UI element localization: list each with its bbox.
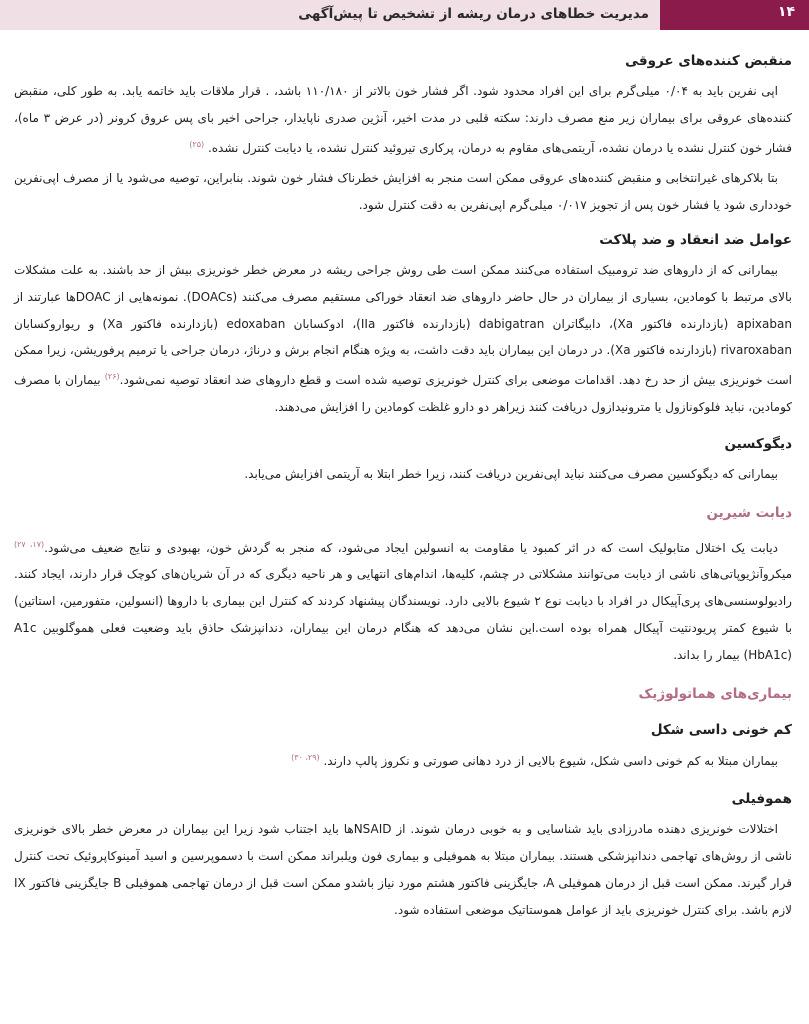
paragraph-diabetes: [14, 532, 792, 669]
citation: (۲۹، ۳۰): [291, 752, 320, 762]
paragraph-text: دیابت یک اختلال متابولیک است که در اثر کمبود یا مقاومت به انسولین ایجاد می‌شود، که منجر به گردش خون، بهبودی و نتایج ضعیف می‌شود.: [44, 540, 778, 555]
heading-digoxin: دیگوکسین: [724, 435, 792, 452]
paragraph-text: اپی نفرین باید به ۰/۰۴ میلی‌گرم برای این افراد محدود شود. اگر فشار خون بالاتر از ۱۱۰/۱۸۰ باشد، . قرار ملاقات باید خاتمه یابد. به طور کلی، منقبض کننده‌های عروقی برای بیماران زیر منع مصرف دارند: سکته قلبی در مدت اخیر، آنژین صدری ناپایدار، جراحی اخیر بای پس عروق کرونر (در عرض ۳ ماه)، فشار خون کنترل نشده یا درمان نشده، آریتمی‌های مقاوم به درمان، پرکاری تیروئید کنترل نشده، یا دیابت کنترل نشده.: [14, 84, 792, 155]
page-header: [0, 0, 809, 30]
citation: (۲۵): [189, 139, 205, 149]
citation: (۱۷، ۲۷): [14, 539, 45, 549]
page-number: ۱۴: [777, 4, 795, 20]
section-heading-diabetes: دیابت شیرین: [706, 504, 792, 521]
section-heading-hematologic: بیماری‌های هماتولوژیک: [638, 685, 792, 702]
paragraph-vasoconstrictors-2: بتا بلاکرهای غیرانتخابی و منقبض کننده‌های عروقی ممکن است منجر به افزایش خطرناک فشار خون شوند. بنابراین، توصیه می‌شود یا از مصرف اپی‌نفرین خودداری شود یا فشار خون پس از تجویز ۰/۰۱۷ میلی‌گرم اپی‌نفرین به دقت کنترل شود.: [14, 171, 792, 213]
heading-anticoagulants: عوامل ضد انعقاد و ضد پلاکت: [599, 231, 792, 248]
heading-sickle-cell: کم خونی داسی شکل: [650, 721, 792, 738]
paragraph-text: بیمارانی که از داروهای ضد ترومبیک استفاده می‌کنند ممکن است طی روش جراحی ریشه در معرض خطر خونریزی بیش از حد باشند. به علت مشکلات بالای مرتبط با کومادین، بسیاری از بیماران در حال حاضر داروهای ضد انعقاد خوراکی مستقیم مصرف می‌کنند (DOACs). نمونه‌هایی از DOACها عبارتند از apixaban (بازدارنده فاکتور Xa)، دابیگاتران dabigatran (بازدارنده فاکتور IIa)، ادوکسابان edoxaban (بازدارنده فاکتور Xa) و ریواروکسابان rivaroxaban (بازدارنده فاکتور Xa). در درمان این بیماران باید دقت داشت، به ویژه هنگام انجام برش و درناژ، درمان جراحی یا ترمیم پرفوریشن، زیرا ممکن است خونریزی بیش از حد رخ دهد. اقدامات موضعی برای کنترل خونریزی توصیه شده است و قطع داروهای ضد انعقاد توصیه نمی‌شود.: [14, 262, 792, 388]
paragraph-text: میکروآنژیوپاتی‌های ناشی از دیابت می‌توانند مشکلاتی در چشم، کلیه‌ها، اندام‌های انتهایی و هر ناحیه دیگری که در آن شریان‌های کوچک قرار دارند، ایجاد کنند. رادیولوسنسی‌های پری‌آپیکال در افراد با دیابت نوع ۲ شیوع بالایی دارد. نویسندگان پیشنهاد کردند که کنترل این بیماری با داروها (انسولین، متفورمین، استاتین) با شیوع کمتر پریودنتیت آپیکال همراه بوده است.این نشان می‌دهد که هنگام درمان این بیماران، دندانپزشک حاذق باید وضعیت فعلی هموگلوبین A1c (HbA1c) بیمار را بداند.: [14, 567, 792, 662]
paragraph-hemophilia: اختلالات خونریزی دهنده مادرزادی باید شناسایی و به خوبی درمان شوند. از NSAIDها باید اجتناب شود زیرا این بیماران در معرض خطر بالای خونریزی ناشی از روش‌های تهاجمی دندانپزشکی هستند. بیماران مبتلا به هموفیلی و بیماری فون ویلبراند ممکن است با دسموپرسین و اسید آمینوکاپروئیک تحت کنترل قرار گیرند. ممکن است قبل از درمان هموفیلی A، جایگزینی فاکتور هشتم مورد نیاز باشدو ممکن است قبل از درمان تهاجمی هموفیلی B جایگزینی فاکتور IX لازم باشد. برای کنترل خونریزی باید از عوامل هموستاتیک موضعی استفاده شود.: [14, 822, 792, 917]
paragraph-digoxin: بیمارانی که دیگوکسین مصرف می‌کنند نباید اپی‌نفرین دریافت کنند، زیرا خطر ابتلا به آریتمی افزایش می‌یابد.: [244, 466, 778, 481]
paragraph-text: بیماران مبتلا به کم خونی داسی شکل، شیوع بالایی از درد دهانی صورتی و نکروز پالپ دارند.: [323, 753, 778, 768]
heading-vasoconstrictors: منقبض کننده‌های عروقی: [625, 53, 792, 69]
page-number-box: [660, 0, 809, 30]
running-title: مدیریت خطاهای درمان ریشه از تشخیص تا پیش‌آگهی: [298, 6, 649, 22]
citation: (۲۶): [104, 372, 120, 382]
paragraph-text: بیماران با مصرف کومادین، نباید فلوکونازول یا مترونیدازول دریافت کنند زیراهر دو دارو غلظت کومادین را افزایش می‌دهند.: [14, 373, 792, 414]
heading-hemophilia: هموفیلی: [731, 791, 792, 808]
paragraph-vasoconstrictors-1: [14, 78, 792, 161]
paragraph-sickle-cell: [14, 745, 792, 775]
paragraph-anticoagulants: [14, 257, 792, 421]
page-body: [14, 40, 792, 924]
